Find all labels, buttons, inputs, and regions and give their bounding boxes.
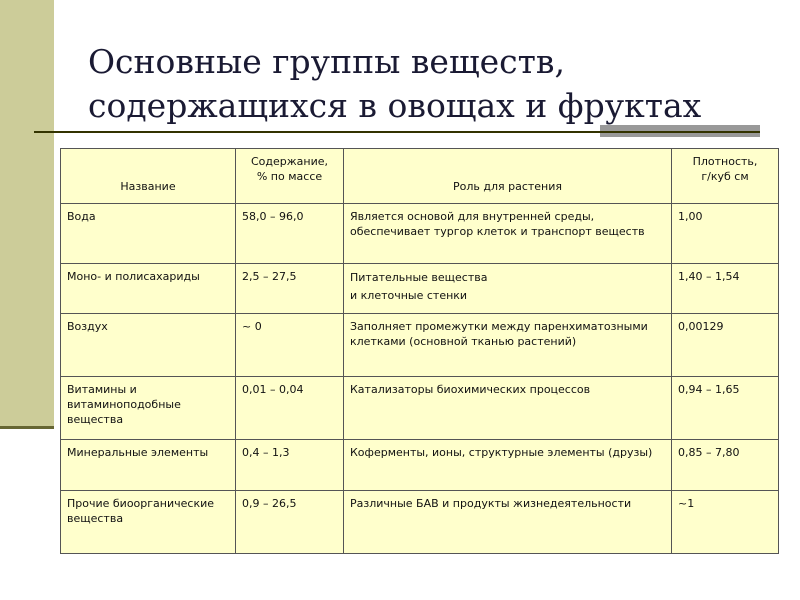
cell-content: 58,0 – 96,0 [236,204,344,264]
left-decor-band [0,0,54,426]
table-row [61,440,779,491]
cell-name: Прочие биоорганические вещества [61,491,236,554]
title-rule [34,131,760,133]
cell-content: 2,5 – 27,5 [236,264,344,314]
table-row [61,204,779,264]
cell-density: 0,00129 [672,314,779,377]
header-density: Плотность, г/куб см [672,149,779,204]
cell-content: 0,9 – 26,5 [236,491,344,554]
table-row [61,314,779,377]
slide-title [88,40,768,128]
cell-content: ~ 0 [236,314,344,377]
cell-name: Витамины и витаминоподобные вещества [61,377,236,440]
substances-table [60,148,779,554]
header-role: Роль для растения [344,149,672,204]
cell-density: 1,40 – 1,54 [672,264,779,314]
cell-role: Питательные вещества и клеточные стенки [344,264,672,314]
left-decor-line [0,426,54,429]
cell-density: 0,94 – 1,65 [672,377,779,440]
cell-role: Является основой для внутренней среды, обеспечивает тургор клеток и транспорт веществ [344,204,672,264]
header-name: Название [61,149,236,204]
table-row [61,377,779,440]
cell-density: 1,00 [672,204,779,264]
cell-name: Минеральные элементы [61,440,236,491]
cell-content: 0,01 – 0,04 [236,377,344,440]
cell-content: 0,4 – 1,3 [236,440,344,491]
header-content: Содержание, % по массе [236,149,344,204]
cell-name: Воздух [61,314,236,377]
cell-name: Моно- и полисахариды [61,264,236,314]
table-row [61,264,779,314]
cell-role: Различные БАВ и продукты жизнедеятельности [344,491,672,554]
cell-density: 0,85 – 7,80 [672,440,779,491]
cell-role: Заполняет промежутки между паренхиматозными клетками (основной тканью растений) [344,314,672,377]
title-line-2: содержащихся в овощах и фруктах [88,86,702,125]
title-line-1: Основные группы веществ, [88,42,565,81]
table-row [61,491,779,554]
cell-density: ~1 [672,491,779,554]
cell-name: Вода [61,204,236,264]
table-header-row [61,149,779,204]
cell-role: Катализаторы биохимических процессов [344,377,672,440]
cell-role: Коферменты, ионы, структурные элементы (друзы) [344,440,672,491]
